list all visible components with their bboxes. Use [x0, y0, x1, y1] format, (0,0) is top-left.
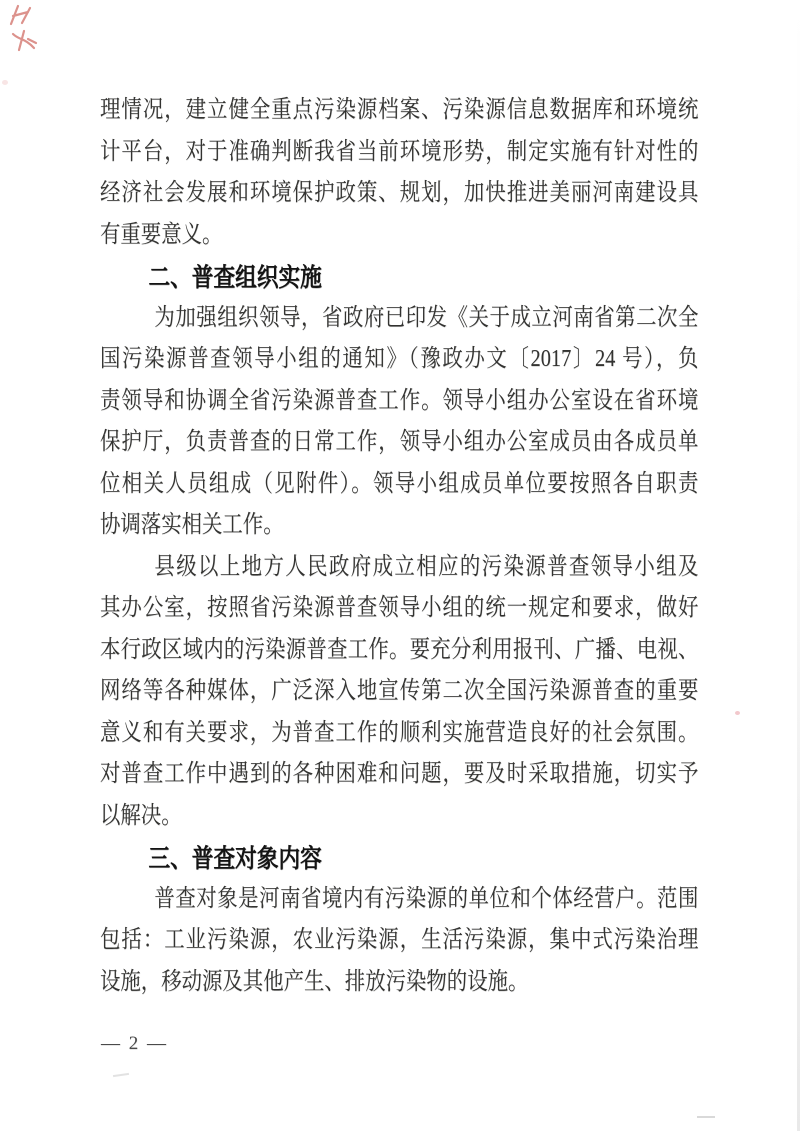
body-line: 责领导和协调全省污染源普查工作。领导小组办公室设在省环境 [100, 388, 699, 414]
scan-speck [2, 80, 8, 85]
red-annotation-mark [11, 29, 38, 53]
page-number: — 2 — [101, 1033, 168, 1054]
scan-smudge [697, 1116, 715, 1118]
scan-smudge [113, 1073, 129, 1077]
body-line: 网络等各种媒体，广泛深入地宣传第二次全国污染源普查的重要 [100, 678, 699, 704]
body-line: 计平台，对于准确判断我省当前环境形势，制定实施有针对性的 [100, 139, 699, 165]
body-line: 包括：工业污染源，农业污染源，生活污染源，集中式污染治理 [100, 927, 699, 953]
section-heading: 二、普查组织实施 [148, 263, 322, 292]
body-line: 为加强组织领导，省政府已印发《关于成立河南省第二次全 [154, 305, 699, 331]
body-line: 其办公室，按照省污染源普查领导小组的统一规定和要求，做好 [100, 595, 699, 621]
body-line: 有重要意义。 [100, 222, 223, 248]
scan-speck [735, 711, 740, 715]
body-line: 经济社会发展和环境保护政策、规划，加快推进美丽河南建设具 [100, 180, 699, 206]
body-line: 本行政区域内的污染源普查工作。要充分利用报刊、广播、电视、 [100, 637, 699, 663]
body-line: 保护厅，负责普查的日常工作，领导小组办公室成员由各成员单 [100, 429, 699, 455]
body-line: 位相关人员组成（见附件）。领导小组成员单位要按照各自职责 [100, 471, 699, 497]
body-line: 县级以上地方人民政府成立相应的污染源普查领导小组及 [154, 554, 699, 580]
body-line: 设施，移动源及其他产生、排放污染物的设施。 [100, 969, 529, 995]
body-line: 普查对象是河南省境内有污染源的单位和个体经营户。范围 [154, 886, 699, 912]
body-line: 意义和有关要求，为普查工作的顺利实施营造良好的社会氛围。 [100, 720, 699, 746]
body-line: 理情况，建立健全重点污染源档案、污染源信息数据库和环境统 [100, 97, 699, 123]
section-heading: 三、普查对象内容 [148, 844, 322, 873]
body-line: 国污染源普查领导小组的通知》（豫政办文〔2017〕24 号），负 [100, 346, 699, 372]
body-line: 协调落实相关工作。 [100, 512, 284, 538]
body-line: 对普查工作中遇到的各种困难和问题，要及时采取措施，切实予 [100, 761, 699, 787]
red-annotation-mark [7, 4, 34, 27]
body-line: 以解决。 [100, 803, 182, 829]
